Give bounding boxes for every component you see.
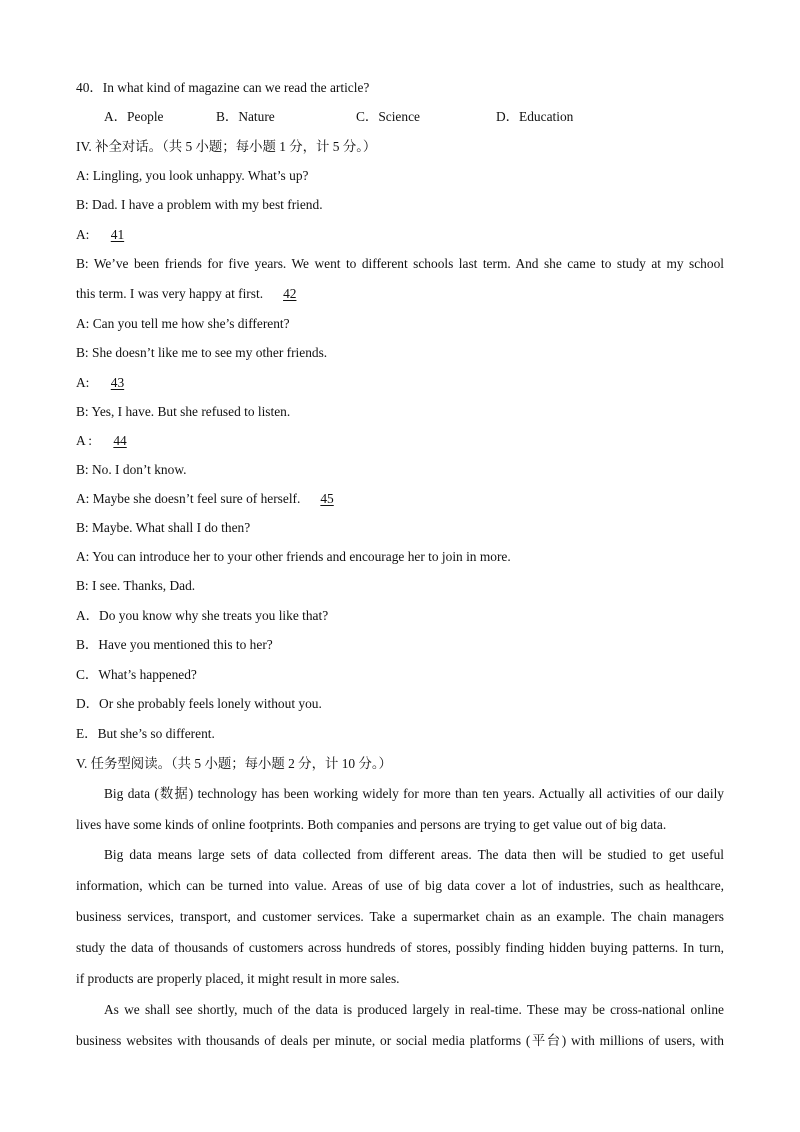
blank-44[interactable]: 44 xyxy=(113,433,127,448)
question-40: 40．In what kind of magazine can we read the article? xyxy=(76,80,370,95)
q40-option-d: D．Education xyxy=(496,109,574,124)
choice-a: A．Do you know why she treats you like that? xyxy=(76,608,329,623)
passage-line: business websites with thousands of deals per minute, or social media platforms (平台) with millions of users, with xyxy=(76,1033,724,1048)
passage-line: if products are properly placed, it might result in more sales. xyxy=(76,971,400,986)
dialogue-line: A: You can introduce her to your other friends and encourage her to join in more. xyxy=(76,549,511,564)
blank-43[interactable]: 43 xyxy=(110,375,125,390)
dialogue-line: B: We’ve been friends for five years. We went to different schools last term. And she came to study at my school xyxy=(76,256,724,271)
q40-option-b: B．Nature xyxy=(216,109,275,124)
passage-line: Big data means large sets of data collected from different areas. The data then will be studied to get useful xyxy=(104,847,724,862)
passage-line: study the data of thousands of customers across hundreds of stores, possibly finding hidden buying patterns. In turn, xyxy=(76,940,724,955)
speaker-label: A : xyxy=(76,433,92,448)
dialogue-line: B: I see. Thanks, Dad. xyxy=(76,578,196,593)
passage-line: business services, transport, and customer services. Take a supermarket chain as an example. The chain managers xyxy=(76,909,724,924)
choice-e: E．But she’s so different. xyxy=(76,726,215,741)
dialogue-line: A: Can you tell me how she’s different? xyxy=(76,316,290,331)
blank-42[interactable]: 42 xyxy=(283,286,297,301)
section-4-title: IV. 补全对话。（共 5 小题；每小题 1 分，计 5 分。） xyxy=(76,139,377,154)
dialogue-line: B: Dad. I have a problem with my best friend. xyxy=(76,197,323,212)
choice-c: C．What’s happened? xyxy=(76,667,197,682)
speaker-label: A: xyxy=(76,375,90,390)
dialogue-line: B: No. I don’t know. xyxy=(76,462,187,477)
dialogue-line-blank-41 xyxy=(76,226,132,244)
dialogue-line: A: Lingling, you look unhappy. What’s up? xyxy=(76,168,309,183)
passage-line: Big data (数据) technology has been working widely for more than ten years. Actually all activities of our daily xyxy=(104,786,724,801)
dialogue-line-blank-42 xyxy=(76,285,302,303)
dialogue-line: B: Maybe. What shall I do then? xyxy=(76,520,251,535)
passage-line: information, which can be turned into value. Areas of use of big data cover a lot of industries, such as healthcare, xyxy=(76,878,724,893)
choice-b: B．Have you mentioned this to her? xyxy=(76,637,273,652)
choice-d: D．Or she probably feels lonely without you. xyxy=(76,696,322,711)
dialogue-line-blank-44 xyxy=(76,432,135,450)
dialogue-line: B: She doesn’t like me to see my other friends. xyxy=(76,345,328,360)
dialogue-text: A: Maybe she doesn’t feel sure of herself. xyxy=(76,491,301,506)
q40-option-c: C．Science xyxy=(356,109,420,124)
dialogue-line-blank-45 xyxy=(76,490,342,508)
section-5-title: V. 任务型阅读。（共 5 小题；每小题 2 分，计 10 分。） xyxy=(76,756,392,771)
q40-option-a: A．People xyxy=(104,109,164,124)
dialogue-text: this term. I was very happy at first. xyxy=(76,286,264,301)
dialogue-line: B: Yes, I have. But she refused to listen. xyxy=(76,404,291,419)
speaker-label: A: xyxy=(76,227,90,242)
blank-45[interactable]: 45 xyxy=(320,491,334,506)
blank-41[interactable]: 41 xyxy=(110,227,125,242)
dialogue-line-blank-43 xyxy=(76,374,132,392)
passage-line: As we shall see shortly, much of the data is produced largely in real-time. These may be cross-national online xyxy=(104,1002,724,1017)
passage-line: lives have some kinds of online footprints. Both companies and persons are trying to get value out of big data. xyxy=(76,817,667,832)
